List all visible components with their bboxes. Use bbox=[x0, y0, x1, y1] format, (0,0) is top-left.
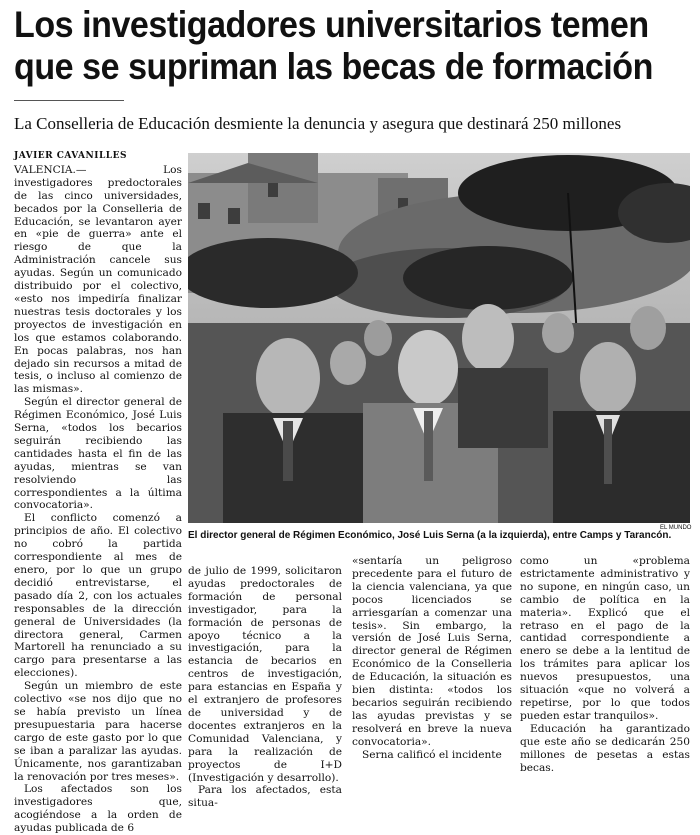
news-photo bbox=[188, 153, 690, 523]
paragraph: de julio de 1999, solicitaron ayudas predoctorales de formación de personal investigador, para la formación de personas de apoyo técnico a la investigación, para la estancia de becarios en centros de investigación, para estancias en España y el extranjero de profesores de universidad y de docentes extranjeros en la Comunidad Valenciana, y para la realización de proyectos de I+D (Investigación y desarrollo). bbox=[188, 565, 342, 784]
subheadline: La Conselleria de Educación desmiente la denuncia y asegura que destinará 250 millones bbox=[14, 114, 622, 133]
photo-credit: EL MUNDO bbox=[660, 525, 692, 531]
photo-caption: El director general de Régimen Económico, José Luis Serna (a la izquierda), entre Camps y Tarancón. bbox=[188, 530, 672, 541]
headline-rule bbox=[14, 100, 124, 101]
column-4 bbox=[520, 555, 690, 774]
paragraph: El conflicto comenzó a principios de año. El colectivo no cobró la partida correspondiente al mes de enero, por lo que un grupo decidió entrevistarse, el pasado día 2, con los actuales responsables de la dirección general de Universidades (la directora general, Carmen Martorell ha renunciado a su cargo para presentarse a las elecciones). bbox=[14, 512, 182, 680]
byline: JAVIER CAVANILLES bbox=[14, 151, 127, 161]
paragraph: Según un miembro de este colectivo «se nos dijo que no se había previsto un línea presupuestaria para hacerse cargo de este gasto por lo que se iban a paralizar las ayudas. Únicamente, nos garantizaban la renovación por tres meses». bbox=[14, 680, 182, 783]
paragraph: como un «problema estrictamente administrativo y no supone, en ningún caso, un cambio de política en la materia». Explicó que el retraso en el pago de la cantidad correspondiente a enero se debe a la lentitud de los trámites para aplicar los nuevos presupuestos, una situación «que no volverá a repetirse, por lo que todos pueden estar tranquilos». bbox=[520, 555, 690, 722]
paragraph: Según el director general de Régimen Económico, José Luis Serna, «todos los becarios seguirán recibiendo las cantidades hasta el fin de las ayudas, mientras se van resolviendo las correspondientes a la última convocatoria». bbox=[14, 396, 182, 512]
headline-line-1: Los investigadores universitarios temen bbox=[14, 4, 649, 45]
paragraph: VALENCIA.— Los investigadores predoctorales de las cinco universidades, becados por la Conselleria de Educación, se levantaron ayer en «pie de guerra» ante el riesgo de que la Administración cancele sus ayudas. Según un comunicado distribuido por el colectivo, «esto nos impediría finalizar nuestras tesis doctorales y los proyectos de investigación en los que estamos colaborando. En pocas palabras, nos han dejado sin recursos a mitad de tesis, o incluso al comienzo de las mismas». bbox=[14, 163, 182, 396]
paragraph: Para los afectados, esta situa- bbox=[188, 784, 342, 810]
paragraph: «sentaría un peligroso precedente para el futuro de la ciencia valenciana, ya que pocos licenciados se arriesgarían a comenzar una tesis». Sin embargo, la versión de José Luis Serna, director general de Régimen Económico de la Conselleria de Educación, la situación es bien distinta: «todos los becarios seguirán recibiendo las ayudas previstas y se resolverá en breve la nueva convocatoria». bbox=[352, 555, 512, 748]
paragraph: Los afectados son los investigadores que, acogiéndose a la orden de ayudas publicada de 6 bbox=[14, 783, 182, 835]
column-2 bbox=[188, 565, 342, 810]
headline-line-2: que se supriman las becas de formación bbox=[14, 46, 653, 87]
column-3 bbox=[352, 555, 512, 762]
paragraph: Serna calificó el incidente bbox=[362, 748, 502, 761]
paragraph: Educación ha garantizado que este año se dedicarán 250 millones de pesetas a estas becas. bbox=[520, 722, 690, 774]
column-1 bbox=[14, 150, 182, 835]
